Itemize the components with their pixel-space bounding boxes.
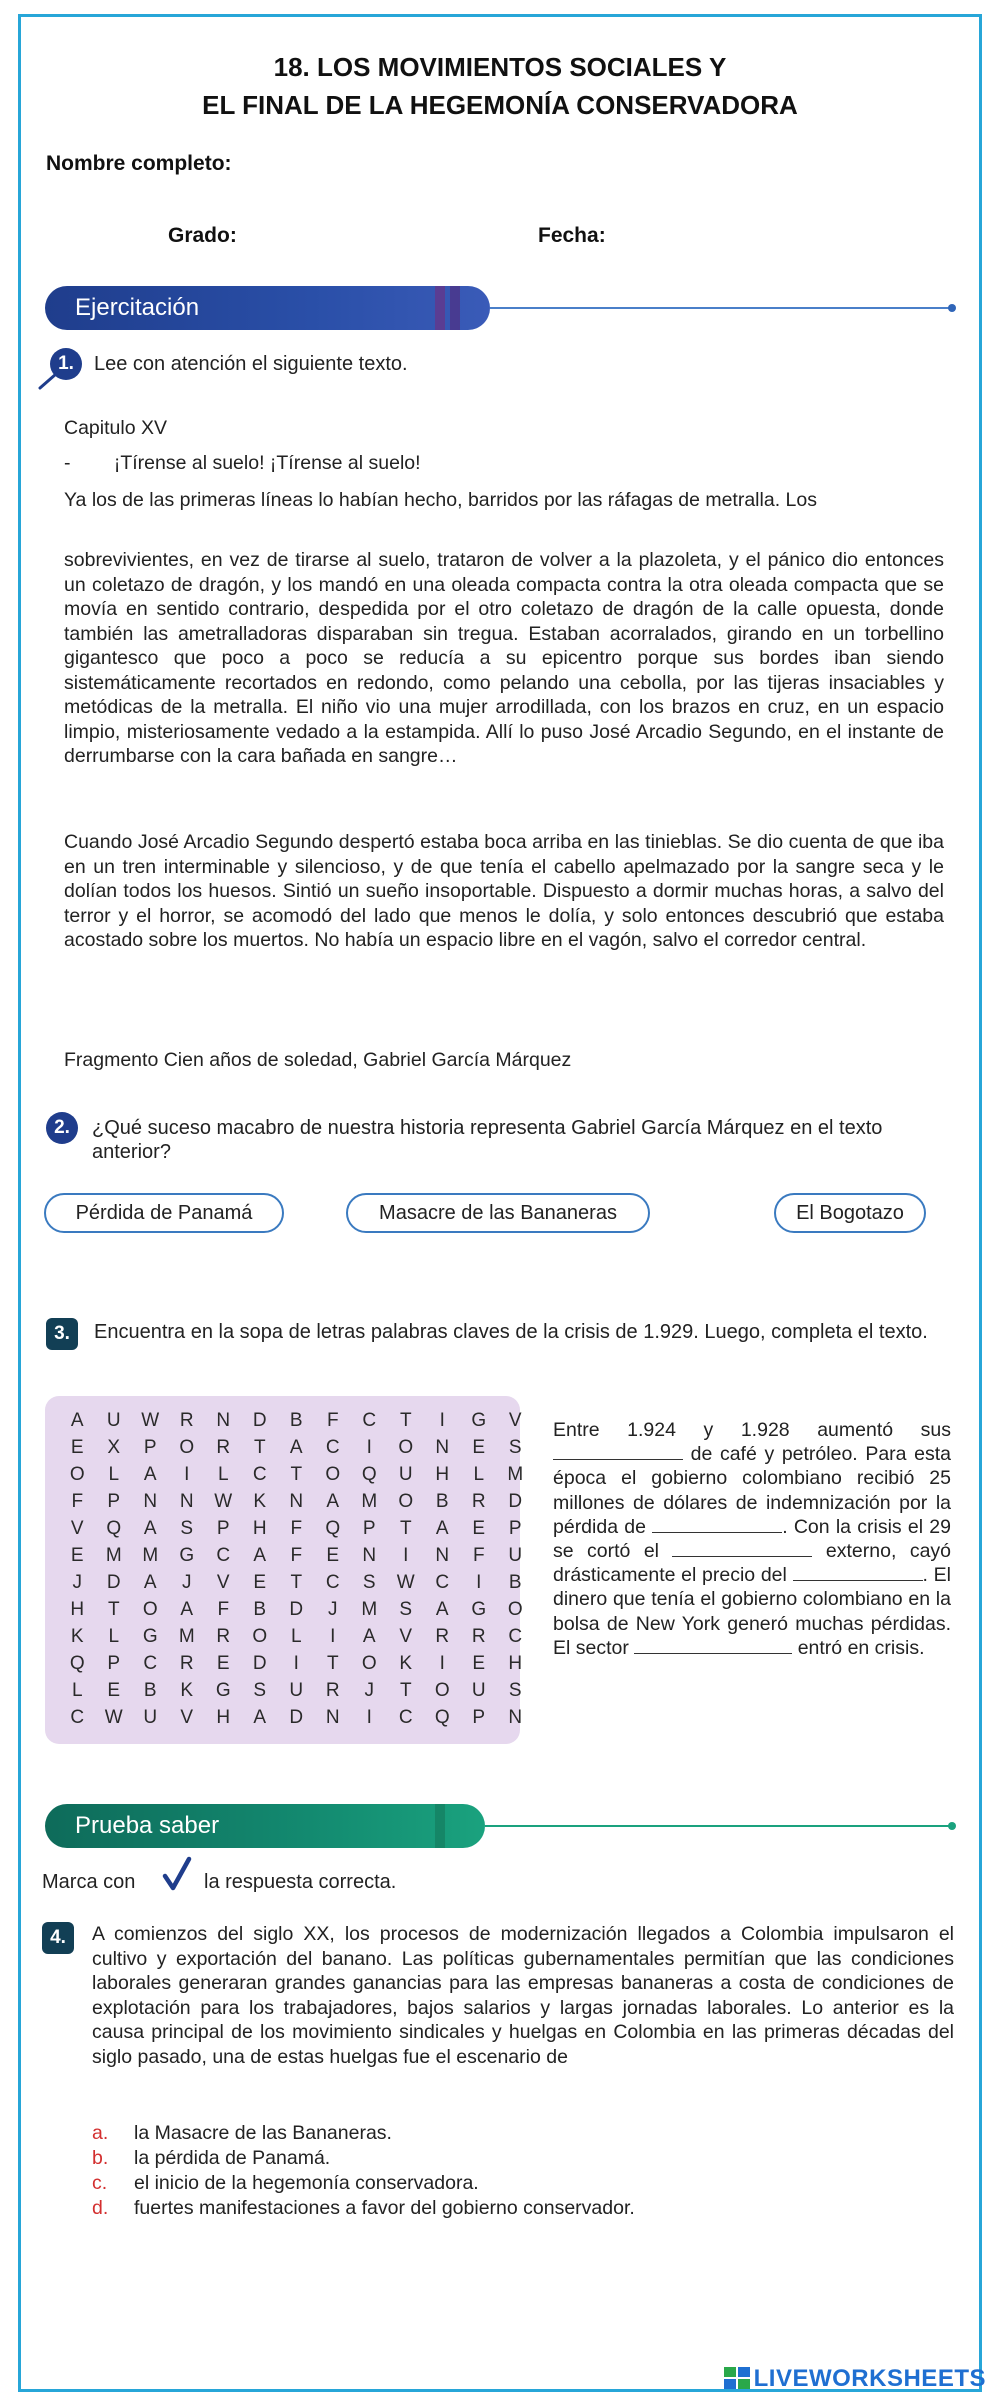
grid-letter[interactable]: F: [71, 1491, 84, 1512]
banner-rule-dot: [948, 1822, 956, 1830]
blank-1-input[interactable]: [553, 1442, 683, 1460]
grid-letter[interactable]: I: [476, 1572, 482, 1593]
grid-letter[interactable]: R: [471, 1626, 486, 1647]
grid-letter[interactable]: A: [435, 1518, 449, 1539]
grid-letter[interactable]: N: [289, 1491, 304, 1512]
grid-letter[interactable]: E: [216, 1653, 230, 1674]
grid-letter[interactable]: M: [507, 1464, 524, 1485]
banner-title: Prueba saber: [75, 1812, 220, 1839]
grid-letter[interactable]: K: [180, 1680, 194, 1701]
grid-letter[interactable]: S: [362, 1572, 376, 1593]
choice-d-letter: d.: [92, 2197, 109, 2219]
grid-letter[interactable]: U: [471, 1680, 486, 1701]
grid-letter[interactable]: D: [106, 1572, 121, 1593]
grid-letter[interactable]: S: [508, 1680, 522, 1701]
grid-letter[interactable]: K: [399, 1653, 413, 1674]
grid-letter[interactable]: P: [472, 1707, 486, 1728]
choice-b-letter: b.: [92, 2147, 109, 2169]
grid-letter[interactable]: N: [216, 1410, 231, 1431]
grid-letter[interactable]: T: [399, 1410, 412, 1431]
grid-letter[interactable]: J: [364, 1680, 374, 1701]
grid-letter[interactable]: U: [508, 1545, 523, 1566]
grid-letter[interactable]: F: [217, 1599, 230, 1620]
grid-letter[interactable]: U: [289, 1680, 304, 1701]
grid-letter[interactable]: H: [252, 1518, 267, 1539]
grid-letter[interactable]: S: [180, 1518, 194, 1539]
question-1-text: Lee con atención el siguiente texto.: [94, 353, 408, 375]
grid-letter[interactable]: B: [143, 1680, 157, 1701]
grid-letter[interactable]: W: [396, 1572, 415, 1593]
grid-letter[interactable]: O: [398, 1491, 414, 1512]
grid-letter[interactable]: Q: [106, 1518, 122, 1539]
grid-letter[interactable]: P: [107, 1491, 121, 1512]
grid-letter[interactable]: C: [325, 1572, 340, 1593]
grid-letter[interactable]: T: [107, 1599, 120, 1620]
question-4-text: A comienzos del siglo XX, los procesos de modernización llegados a Colombia impulsaron el cultivo y exportación del banano. Las políticas gubernamentales permitían que las condiciones laborales generaran grandes ganancias para las empresas bananeras a costa de condiciones de explotación para los trabajadores, bajos salarios y largas jornadas laborales. Lo anterior es la causa principal de los movimiento sindicales y huelgas en Colombia en las primeras décadas del siglo pasado, una de estas huelgas fue el escenario de: [92, 1923, 954, 2068]
grid-letter[interactable]: F: [290, 1518, 303, 1539]
grid-letter[interactable]: G: [179, 1545, 195, 1566]
fill-text-6: entró en crisis.: [797, 1636, 925, 1659]
grid-row: [59, 1410, 534, 1432]
grid-letter[interactable]: O: [252, 1626, 268, 1647]
liveworksheets-logo-icon: [724, 2367, 750, 2389]
question-3-badge: 3.: [46, 1318, 78, 1350]
fill-text-2: de café y petróleo. Para esta época el gobierno colombiano recibió 25 millones de dólares de indemnización por la pérdida de: [553, 1443, 952, 1538]
story-paragraph-1: Ya los de las primeras líneas lo habían hecho, barridos por las ráfagas de metralla. Los: [64, 489, 817, 511]
grid-letter[interactable]: A: [435, 1599, 449, 1620]
grid-letter[interactable]: N: [435, 1545, 450, 1566]
grid-letter[interactable]: E: [326, 1545, 340, 1566]
grid-letter[interactable]: G: [471, 1410, 487, 1431]
grid-letter[interactable]: L: [108, 1626, 120, 1647]
grid-letter[interactable]: H: [435, 1464, 450, 1485]
grid-letter[interactable]: C: [143, 1653, 158, 1674]
fill-text-5: . El dinero que tenía el gobierno colombiano en la bolsa de New York generó muchas pérdidas. El sector: [553, 1564, 951, 1659]
grid-letter[interactable]: N: [325, 1707, 340, 1728]
grid-letter[interactable]: R: [216, 1626, 231, 1647]
fill-text-4: externo, cayó drásticamente el precio del: [553, 1540, 952, 1587]
question-3-text: Encuentra en la sopa de letras palabras claves de la crisis de 1.929. Luego, completa el texto.: [94, 1321, 928, 1343]
grid-letter[interactable]: V: [508, 1410, 522, 1431]
grid-letter[interactable]: I: [366, 1707, 372, 1728]
grid-letter[interactable]: D: [289, 1599, 304, 1620]
grid-row: [59, 1653, 534, 1675]
grid-letter[interactable]: W: [141, 1410, 160, 1431]
choice-a-text: la Masacre de las Bananeras.: [134, 2122, 392, 2144]
grid-letter[interactable]: Q: [69, 1653, 85, 1674]
grid-letter[interactable]: E: [107, 1680, 121, 1701]
grid-letter[interactable]: C: [70, 1707, 85, 1728]
question-2-text: ¿Qué suceso macabro de nuestra historia representa Gabriel García Márquez en el texto anterior?: [92, 1117, 883, 1163]
banner-stripe: [435, 1804, 445, 1848]
checkmark-icon: [162, 1856, 192, 1892]
choice-a[interactable]: [92, 2122, 392, 2145]
grid-letter[interactable]: D: [252, 1410, 267, 1431]
grid-row: [59, 1437, 534, 1459]
grid-letter[interactable]: U: [106, 1410, 121, 1431]
banner-rule: [490, 307, 950, 309]
grid-letter[interactable]: V: [70, 1518, 84, 1539]
grid-letter[interactable]: F: [326, 1410, 339, 1431]
instruction-before: Marca con: [42, 1871, 136, 1893]
grid-letter[interactable]: S: [399, 1599, 413, 1620]
grid-row: [59, 1545, 534, 1567]
grid-letter[interactable]: T: [326, 1653, 339, 1674]
grid-letter[interactable]: T: [290, 1464, 303, 1485]
grid-letter[interactable]: R: [179, 1410, 194, 1431]
blank-5-input[interactable]: [634, 1636, 792, 1654]
grid-letter[interactable]: T: [399, 1680, 412, 1701]
liveworksheets-logo[interactable]: [724, 2365, 986, 2393]
grid-letter[interactable]: L: [71, 1680, 83, 1701]
grid-letter[interactable]: O: [142, 1599, 158, 1620]
grid-letter[interactable]: C: [216, 1545, 231, 1566]
grid-letter[interactable]: A: [143, 1572, 157, 1593]
grid-letter[interactable]: K: [70, 1626, 84, 1647]
grid-letter[interactable]: I: [439, 1653, 445, 1674]
grid-letter[interactable]: V: [180, 1707, 194, 1728]
grid-letter[interactable]: O: [179, 1437, 195, 1458]
grid-letter[interactable]: J: [182, 1572, 192, 1593]
grid-letter[interactable]: D: [508, 1491, 523, 1512]
grid-letter[interactable]: F: [290, 1545, 303, 1566]
grid-letter[interactable]: C: [435, 1572, 450, 1593]
grid-letter[interactable]: V: [399, 1626, 413, 1647]
grid-letter[interactable]: P: [508, 1518, 522, 1539]
choice-c-letter: c.: [92, 2172, 108, 2194]
grid-letter[interactable]: I: [293, 1653, 299, 1674]
grid-row: [59, 1518, 534, 1540]
grid-letter[interactable]: M: [105, 1545, 122, 1566]
grid-letter[interactable]: M: [361, 1491, 378, 1512]
story-paragraph-2: sobrevivientes, en vez de tirarse al suelo, trataron de volver a la plazoleta, y el pánico dio entonces un coletazo de dragón, y los mandó en una oleada compacta contra la otra oleada compacta que se movía en sentido contrario, despedida por el otro coletazo de dragón de la calle opuesta, donde también las ametralladoras disparaban sin tregua. Estaban acorralados, girando en un torbellino gigantesco que poco a poco se reducía a su epicentro porque sus bordes iban siendo sistemáticamente recortados en redondo, como pelando una cebolla, por las tijeras insaciables y metódicas de la metralla. El niño vio una mujer arrodillada, con los brazos en cruz, en un espacio limpio, misteriosamente vedado a la estampida. Allí lo puso José Arcadio Segundo, en el instante de derrumbarse con la cara bañada en sangre…: [64, 549, 944, 767]
grid-letter[interactable]: P: [143, 1437, 157, 1458]
grid-letter[interactable]: R: [435, 1626, 450, 1647]
grid-letter[interactable]: V: [216, 1572, 230, 1593]
grid-letter[interactable]: A: [143, 1518, 157, 1539]
dialogue-line: - ¡Tírense al suelo! ¡Tírense al suelo!: [64, 452, 421, 474]
fill-text-3: . Con la crisis el 29 se cortó el: [553, 1515, 951, 1563]
grid-row: [59, 1626, 534, 1648]
grid-letter[interactable]: I: [366, 1437, 372, 1458]
fill-in-paragraph: [553, 1418, 951, 1660]
grid-letter[interactable]: L: [473, 1464, 485, 1485]
grid-letter[interactable]: W: [214, 1491, 233, 1512]
grid-letter[interactable]: W: [104, 1707, 123, 1728]
grid-letter[interactable]: R: [471, 1491, 486, 1512]
choice-a-letter: a.: [92, 2122, 109, 2144]
banner-stripe: [435, 286, 445, 330]
question-2-badge: 2.: [46, 1112, 78, 1144]
choice-d-text: fuertes manifestaciones a favor del gobierno conservador.: [134, 2197, 635, 2219]
grid-row: [59, 1599, 534, 1621]
grid-letter[interactable]: C: [252, 1464, 267, 1485]
section-banner-prueba-saber: [45, 1804, 485, 1848]
question-4-badge: 4.: [42, 1922, 74, 1954]
grid-letter[interactable]: S: [508, 1437, 522, 1458]
instruction-after: la respuesta correcta.: [204, 1871, 397, 1893]
grid-letter[interactable]: O: [325, 1464, 341, 1485]
grid-letter[interactable]: R: [216, 1437, 231, 1458]
fill-text-1: Entre 1.924 y 1.928 aumentó sus: [553, 1419, 951, 1441]
grid-letter[interactable]: J: [328, 1599, 338, 1620]
grid-letter[interactable]: A: [253, 1707, 267, 1728]
blank-3-input[interactable]: [672, 1539, 812, 1557]
grid-letter[interactable]: C: [362, 1410, 377, 1431]
grid-letter[interactable]: C: [325, 1437, 340, 1458]
grid-letter[interactable]: E: [472, 1518, 486, 1539]
grid-letter[interactable]: T: [399, 1518, 412, 1539]
grid-letter[interactable]: E: [253, 1572, 267, 1593]
grid-letter[interactable]: A: [143, 1464, 157, 1485]
choice-d[interactable]: [92, 2197, 635, 2220]
grid-letter[interactable]: I: [330, 1626, 336, 1647]
choice-c[interactable]: [92, 2172, 479, 2195]
grid-letter[interactable]: D: [289, 1707, 304, 1728]
source-citation: Fragmento Cien años de soledad, Gabriel García Márquez: [64, 1049, 572, 1071]
grid-letter[interactable]: Q: [361, 1464, 377, 1485]
grid-letter[interactable]: N: [179, 1491, 194, 1512]
grid-letter[interactable]: L: [217, 1464, 229, 1485]
grid-letter[interactable]: F: [472, 1545, 485, 1566]
banner-title: Ejercitación: [75, 294, 200, 321]
grid-letter[interactable]: D: [252, 1653, 267, 1674]
grid-letter[interactable]: E: [472, 1653, 486, 1674]
logo-text: LIVEWORKSHEETS: [753, 2365, 986, 2392]
grid-letter[interactable]: O: [398, 1437, 414, 1458]
grid-letter[interactable]: A: [289, 1437, 303, 1458]
grid-letter[interactable]: N: [508, 1707, 523, 1728]
grid-letter[interactable]: B: [435, 1491, 449, 1512]
grade-label: Grado:: [168, 224, 237, 247]
grid-letter[interactable]: N: [143, 1491, 158, 1512]
grid-letter[interactable]: K: [253, 1491, 267, 1512]
choice-b[interactable]: [92, 2147, 330, 2170]
banner-rule-dot: [948, 304, 956, 312]
grid-letter[interactable]: E: [70, 1437, 84, 1458]
grid-letter[interactable]: S: [253, 1680, 267, 1701]
grid-row: [59, 1491, 534, 1513]
word-search-grid[interactable]: [45, 1396, 524, 1744]
grid-letter[interactable]: M: [178, 1626, 195, 1647]
blank-2-input[interactable]: [652, 1515, 782, 1533]
grid-letter[interactable]: T: [290, 1572, 303, 1593]
grid-letter[interactable]: P: [216, 1518, 230, 1539]
grid-letter[interactable]: U: [143, 1707, 158, 1728]
date-label: Fecha:: [538, 224, 606, 247]
grid-letter[interactable]: B: [508, 1572, 522, 1593]
grid-letter[interactable]: A: [70, 1410, 84, 1431]
grid-letter[interactable]: X: [107, 1437, 121, 1458]
grid-letter[interactable]: A: [326, 1491, 340, 1512]
grid-letter[interactable]: M: [361, 1599, 378, 1620]
name-label: Nombre completo:: [46, 152, 232, 175]
pencil-icon: [38, 370, 60, 390]
choice-c-text: el inicio de la hegemonía conservadora.: [134, 2172, 479, 2194]
grid-letter[interactable]: M: [142, 1545, 159, 1566]
grid-row: [59, 1572, 534, 1594]
grid-letter[interactable]: L: [108, 1464, 120, 1485]
grid-letter[interactable]: A: [253, 1545, 267, 1566]
banner-rule: [485, 1825, 950, 1827]
grid-letter[interactable]: T: [253, 1437, 266, 1458]
blank-4-input[interactable]: [793, 1563, 923, 1581]
grid-letter[interactable]: B: [253, 1599, 267, 1620]
choice-b-text: la pérdida de Panamá.: [134, 2147, 331, 2169]
banner-stripe: [450, 286, 460, 330]
grid-row: [59, 1707, 534, 1729]
grid-letter[interactable]: L: [290, 1626, 302, 1647]
section-banner-ejercitacion: [45, 286, 490, 330]
grid-letter[interactable]: Q: [325, 1518, 341, 1539]
option-bogotazo[interactable]: El Bogotazo: [774, 1193, 926, 1233]
grid-letter[interactable]: G: [142, 1626, 158, 1647]
grid-letter[interactable]: A: [362, 1626, 376, 1647]
grid-letter[interactable]: O: [434, 1680, 450, 1701]
grid-letter[interactable]: I: [184, 1464, 190, 1485]
story-paragraph-3: Cuando José Arcadio Segundo despertó estaba boca arriba en las tinieblas. Se dio cuenta de que iba en un tren interminable y silencioso, y de que tenía el cabello apelmazado por la sangre seca y le dolían todos los huesos. Sintió un sueño insoportable. Dispuesto a dormir muchas horas, a salvo del terror y el horror, se acomodó del lado que menos le dolía, y solo entonces descubrió que estaba acostado sobre los muertos. No había un espacio libre en el vagón, salvo el corredor central.: [64, 831, 944, 951]
grid-letter[interactable]: H: [508, 1653, 523, 1674]
grid-letter[interactable]: E: [70, 1545, 84, 1566]
grid-letter[interactable]: N: [435, 1437, 450, 1458]
grid-letter[interactable]: H: [216, 1707, 231, 1728]
grid-letter[interactable]: I: [439, 1410, 445, 1431]
grid-letter[interactable]: O: [507, 1599, 523, 1620]
grid-letter[interactable]: C: [508, 1626, 523, 1647]
grid-letter[interactable]: E: [472, 1437, 486, 1458]
grid-letter[interactable]: R: [325, 1680, 340, 1701]
grid-letter[interactable]: P: [107, 1653, 121, 1674]
question-1-badge: 1.: [50, 348, 82, 380]
option-masacre-bananeras[interactable]: Masacre de las Bananeras: [346, 1193, 650, 1233]
grid-letter[interactable]: Q: [434, 1707, 450, 1728]
chapter-heading: Capitulo XV: [64, 417, 167, 439]
grid-row: [59, 1680, 534, 1702]
grid-letter[interactable]: G: [215, 1680, 231, 1701]
grid-letter[interactable]: I: [403, 1545, 409, 1566]
grid-letter[interactable]: P: [362, 1518, 376, 1539]
page-title-line1: 18. LOS MOVIMIENTOS SOCIALES Y: [273, 52, 727, 82]
grid-letter[interactable]: B: [289, 1410, 303, 1431]
grid-letter[interactable]: R: [179, 1653, 194, 1674]
grid-letter[interactable]: A: [180, 1599, 194, 1620]
grid-letter[interactable]: O: [69, 1464, 85, 1485]
grid-letter[interactable]: U: [398, 1464, 413, 1485]
grid-letter[interactable]: G: [471, 1599, 487, 1620]
grid-row: [59, 1464, 534, 1486]
grid-letter[interactable]: C: [398, 1707, 413, 1728]
grid-letter[interactable]: J: [72, 1572, 82, 1593]
grid-letter[interactable]: H: [70, 1599, 85, 1620]
grid-letter[interactable]: O: [361, 1653, 377, 1674]
page-title-line2: EL FINAL DE LA HEGEMONÍA CONSERVADORA: [202, 90, 798, 120]
grid-letter[interactable]: N: [362, 1545, 377, 1566]
option-perdida-panama[interactable]: Pérdida de Panamá: [44, 1193, 284, 1233]
